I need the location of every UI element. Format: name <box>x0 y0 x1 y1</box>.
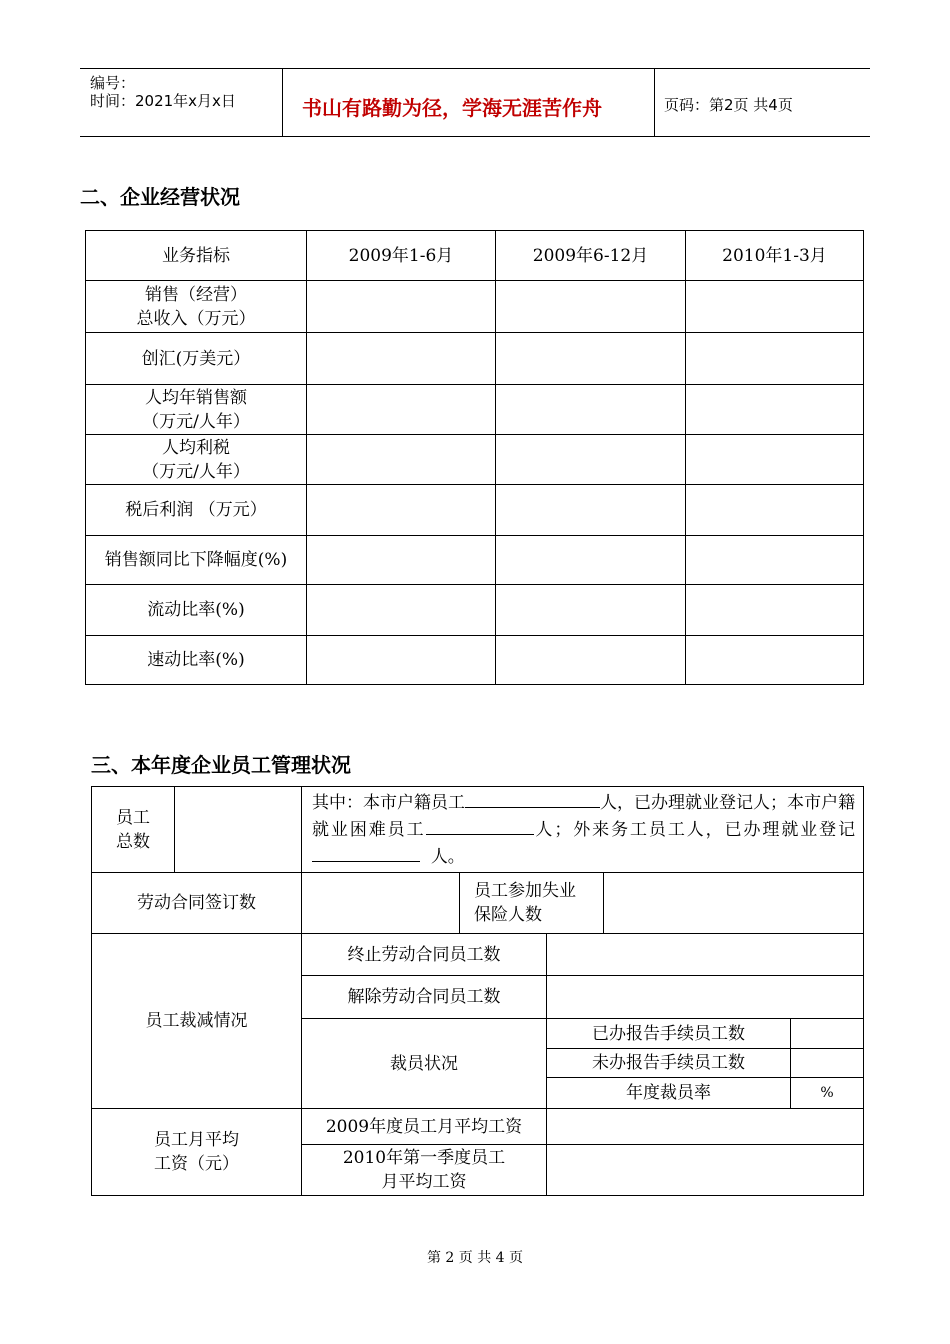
table-cell[interactable] <box>496 585 686 636</box>
header-divider-left <box>282 68 283 136</box>
local-staff-blank[interactable] <box>465 789 600 808</box>
terminate-value[interactable] <box>547 934 864 976</box>
table-cell[interactable] <box>686 385 864 435</box>
table-cell[interactable] <box>307 435 496 485</box>
table-row <box>92 787 864 873</box>
operations-table <box>85 230 864 685</box>
table-row <box>86 485 864 536</box>
header-bottom-rule <box>80 136 870 137</box>
table-cell[interactable] <box>496 385 686 435</box>
section-title-staff: 三、本年度企业员工管理状况 <box>91 753 351 777</box>
table-cell[interactable] <box>307 385 496 435</box>
table-cell[interactable] <box>496 333 686 385</box>
wage-label: 员工月平均 工资（元） <box>92 1109 302 1196</box>
wage-2009-value[interactable] <box>547 1109 864 1145</box>
table-row <box>92 1109 864 1145</box>
column-header: 2009年6-12月 <box>496 231 686 281</box>
table-row <box>86 281 864 333</box>
table-cell[interactable] <box>686 536 864 585</box>
layoff-rate-label: 年度裁员率 <box>547 1078 791 1109</box>
insurance-count-value[interactable] <box>604 873 864 934</box>
header-divider-right <box>654 68 655 136</box>
operations-header-row <box>86 231 864 281</box>
column-header: 2010年1-3月 <box>686 231 864 281</box>
migrant-registered-blank[interactable] <box>312 843 420 862</box>
document-time-label: 时间：2021年x月x日 <box>90 92 236 110</box>
row-label: 税后利润 （万元） <box>86 485 307 536</box>
table-cell[interactable] <box>307 485 496 536</box>
header-top-rule <box>80 68 870 69</box>
column-header: 业务指标 <box>86 231 307 281</box>
table-cell[interactable] <box>496 435 686 485</box>
hardship-staff-blank[interactable] <box>426 816 534 835</box>
motto-banner: 书山有路勤为径，学海无涯苦作舟 <box>302 96 602 120</box>
reported-label: 已办报告手续员工数 <box>547 1019 791 1049</box>
wage-2010-label: 2010年第一季度员工 月平均工资 <box>302 1145 547 1196</box>
unreported-label: 未办报告手续员工数 <box>547 1049 791 1078</box>
table-row <box>86 636 864 685</box>
table-row <box>86 333 864 385</box>
wage-2009-label: 2009年度员工月平均工资 <box>302 1109 547 1145</box>
table-row <box>92 934 864 976</box>
dismiss-value[interactable] <box>547 976 864 1019</box>
table-cell[interactable] <box>496 636 686 685</box>
table-cell[interactable] <box>686 585 864 636</box>
table-row <box>86 385 864 435</box>
contract-count-label: 劳动合同签订数 <box>92 873 302 934</box>
reduction-label: 员工裁减情况 <box>92 934 302 1109</box>
row-label: 速动比率(%) <box>86 636 307 685</box>
row-label: 销售额同比下降幅度(%) <box>86 536 307 585</box>
row-label: 销售（经营） 总收入（万元） <box>86 281 307 333</box>
table-row <box>86 536 864 585</box>
table-row <box>92 873 864 934</box>
contract-count-value[interactable] <box>302 873 460 934</box>
insurance-count-label: 员工参加失业 保险人数 <box>460 873 604 934</box>
row-label: 创汇(万美元） <box>86 333 307 385</box>
table-cell[interactable] <box>307 333 496 385</box>
layoff-rate-unit: % <box>791 1078 864 1109</box>
table-cell[interactable] <box>686 281 864 333</box>
table-row <box>86 585 864 636</box>
table-cell[interactable] <box>496 536 686 585</box>
table-cell[interactable] <box>307 585 496 636</box>
table-cell[interactable] <box>307 536 496 585</box>
total-staff-label: 员工 总数 <box>92 787 175 873</box>
table-cell[interactable] <box>496 485 686 536</box>
table-row <box>86 435 864 485</box>
table-cell[interactable] <box>307 281 496 333</box>
reported-value[interactable] <box>791 1019 864 1049</box>
total-staff-value[interactable] <box>175 787 302 873</box>
terminate-label: 终止劳动合同员工数 <box>302 934 547 976</box>
dismiss-label: 解除劳动合同员工数 <box>302 976 547 1019</box>
table-cell[interactable] <box>686 485 864 536</box>
row-label: 人均利税 （万元/人年） <box>86 435 307 485</box>
section-title-operations: 二、企业经营状况 <box>80 185 240 209</box>
staff-breakdown-paragraph: 其中：本市户籍员工 人，已办理就业登记人；本市户籍就业困难员工 人；外来务工员工人，已办理就业登记 人。 <box>302 787 864 873</box>
page-footer: 第 2 页 共 4 页 <box>426 1250 524 1266</box>
document-number-label: 编号： <box>90 74 136 92</box>
table-cell[interactable] <box>307 636 496 685</box>
table-cell[interactable] <box>686 636 864 685</box>
column-header: 2009年1-6月 <box>307 231 496 281</box>
staff-table <box>91 786 864 1196</box>
table-cell[interactable] <box>686 435 864 485</box>
wage-2010-value[interactable] <box>547 1145 864 1196</box>
row-label: 流动比率(%) <box>86 585 307 636</box>
table-cell[interactable] <box>686 333 864 385</box>
table-cell[interactable] <box>496 281 686 333</box>
unreported-value[interactable] <box>791 1049 864 1078</box>
page-indicator: 页码：第2页 共4页 <box>664 96 793 114</box>
layoff-label: 裁员状况 <box>302 1019 547 1109</box>
row-label: 人均年销售额 （万元/人年） <box>86 385 307 435</box>
